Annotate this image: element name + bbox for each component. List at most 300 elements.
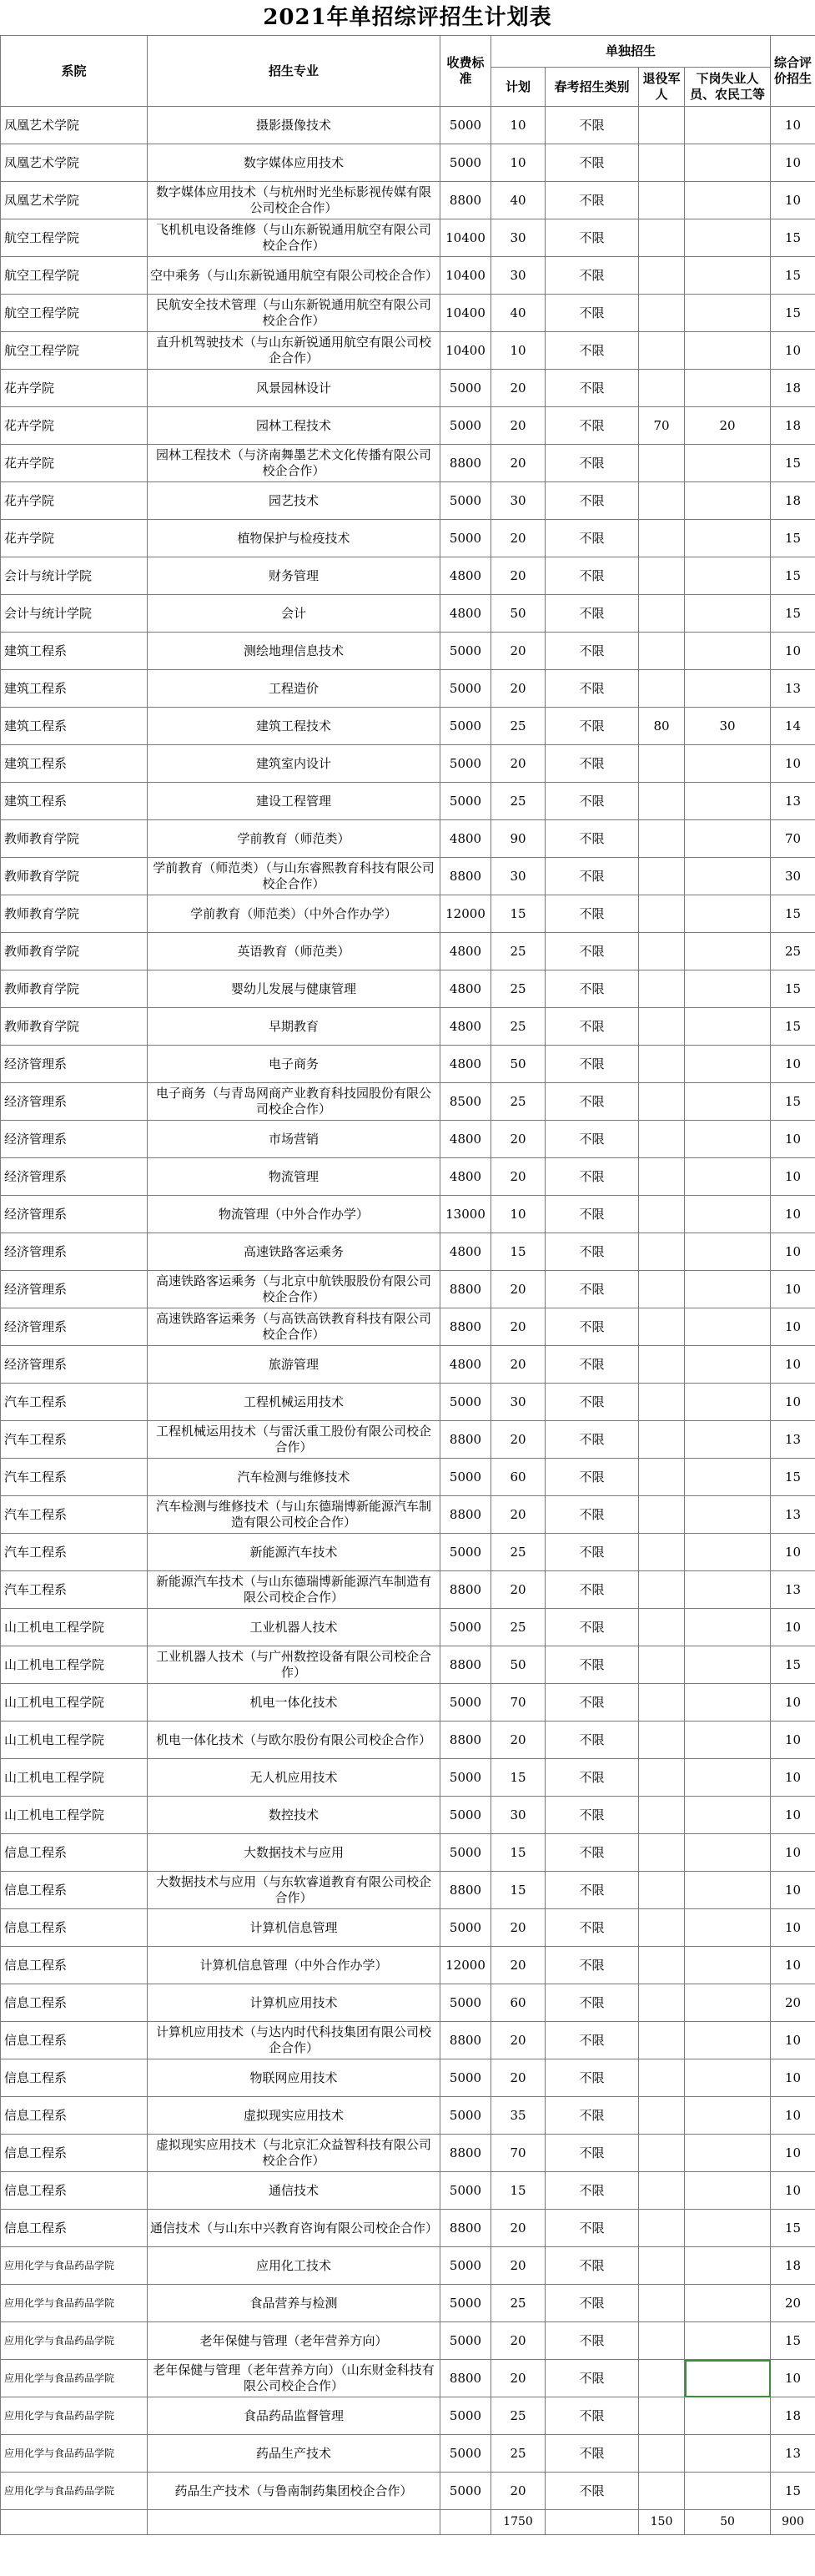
cell-laid-off[interactable] [685, 107, 771, 144]
cell-laid-off[interactable] [685, 370, 771, 407]
cell-veteran[interactable] [639, 257, 685, 295]
cell-spring[interactable]: 不限 [546, 1083, 639, 1121]
cell-fee[interactable]: 8800 [440, 2360, 491, 2397]
cell-comp[interactable]: 10 [771, 2059, 815, 2097]
cell-fee[interactable]: 4800 [440, 1158, 491, 1196]
cell-veteran[interactable] [639, 144, 685, 182]
cell-plan[interactable]: 25 [491, 783, 546, 820]
cell-plan[interactable]: 25 [491, 1008, 546, 1046]
cell-spring[interactable]: 不限 [546, 595, 639, 633]
cell-comp[interactable]: 30 [771, 858, 815, 895]
cell-spring[interactable]: 不限 [546, 107, 639, 144]
cell-dept[interactable]: 凤凰艺术学院 [1, 107, 148, 144]
cell-laid-off[interactable] [685, 1571, 771, 1609]
cell-fee[interactable]: 8800 [440, 1496, 491, 1534]
cell-fee[interactable]: 8800 [440, 2210, 491, 2247]
cell-plan[interactable]: 25 [491, 708, 546, 745]
cell-dept[interactable]: 经济管理系 [1, 1308, 148, 1346]
header-fee[interactable]: 收费标准 [440, 36, 491, 107]
cell-veteran[interactable] [639, 370, 685, 407]
cell-dept[interactable]: 山工机电工程学院 [1, 1646, 148, 1684]
cell-plan[interactable]: 10 [491, 1196, 546, 1233]
cell-spring[interactable]: 不限 [546, 2435, 639, 2473]
cell-veteran[interactable] [639, 2210, 685, 2247]
cell-fee[interactable]: 8800 [440, 2022, 491, 2059]
cell-comp[interactable]: 10 [771, 1046, 815, 1083]
cell-dept[interactable]: 教师教育学院 [1, 970, 148, 1008]
cell-laid-off[interactable] [685, 633, 771, 670]
cell-comp[interactable]: 15 [771, 2322, 815, 2360]
cell-fee[interactable]: 4800 [440, 933, 491, 970]
cell-laid-off[interactable] [685, 144, 771, 182]
cell-comp[interactable]: 10 [771, 182, 815, 219]
cell-major[interactable]: 数字媒体应用技术 [148, 144, 440, 182]
cell-plan[interactable]: 20 [491, 557, 546, 595]
cell-dept[interactable]: 航空工程学院 [1, 332, 148, 370]
cell-veteran[interactable] [639, 633, 685, 670]
cell-spring[interactable]: 不限 [546, 2360, 639, 2397]
cell-plan[interactable]: 20 [491, 1909, 546, 1947]
cell-major[interactable]: 风景园林设计 [148, 370, 440, 407]
cell-laid-off[interactable] [685, 295, 771, 332]
cell-fee[interactable]: 5000 [440, 1384, 491, 1421]
cell-plan[interactable]: 40 [491, 182, 546, 219]
cell-spring[interactable]: 不限 [546, 1121, 639, 1158]
cell-plan[interactable]: 30 [491, 1384, 546, 1421]
cell-laid-off[interactable] [685, 1496, 771, 1534]
cell-major[interactable]: 空中乘务（与山东新锐通用航空有限公司校企合作） [148, 257, 440, 295]
cell-fee[interactable]: 5000 [440, 1534, 491, 1571]
cell-laid-off[interactable] [685, 1834, 771, 1872]
cell-comp[interactable]: 10 [771, 1271, 815, 1308]
cell-veteran[interactable] [639, 1046, 685, 1083]
cell-fee[interactable]: 8800 [440, 1722, 491, 1759]
cell-major[interactable]: 建筑工程技术 [148, 708, 440, 745]
cell-comp[interactable]: 15 [771, 295, 815, 332]
cell-spring[interactable]: 不限 [546, 2473, 639, 2510]
cell-fee[interactable]: 12000 [440, 1947, 491, 1984]
cell-veteran[interactable] [639, 2360, 685, 2397]
cell-laid-off[interactable] [685, 1196, 771, 1233]
cell-veteran[interactable]: 80 [639, 708, 685, 745]
cell-major[interactable]: 英语教育（师范类） [148, 933, 440, 970]
cell-spring[interactable]: 不限 [546, 1609, 639, 1646]
cell-plan[interactable]: 20 [491, 2322, 546, 2360]
cell-spring[interactable]: 不限 [546, 2285, 639, 2322]
cell-fee[interactable]: 8800 [440, 445, 491, 482]
cell-dept[interactable]: 山工机电工程学院 [1, 1722, 148, 1759]
cell-laid-off[interactable] [685, 557, 771, 595]
cell-comp[interactable]: 13 [771, 783, 815, 820]
cell-comp[interactable]: 15 [771, 970, 815, 1008]
cell-spring[interactable]: 不限 [546, 1308, 639, 1346]
header-dept[interactable]: 系院 [1, 36, 148, 107]
cell-comp[interactable]: 10 [771, 1121, 815, 1158]
cell-fee[interactable]: 8800 [440, 1308, 491, 1346]
cell-comp[interactable]: 15 [771, 1083, 815, 1121]
cell-plan[interactable]: 20 [491, 2059, 546, 2097]
cell-spring[interactable]: 不限 [546, 1459, 639, 1496]
cell-laid-off[interactable] [685, 1984, 771, 2022]
cell-spring[interactable]: 不限 [546, 633, 639, 670]
cell-veteran[interactable] [639, 1121, 685, 1158]
cell-fee[interactable]: 8800 [440, 858, 491, 895]
cell-comp[interactable]: 13 [771, 2435, 815, 2473]
cell-fee[interactable]: 5000 [440, 1797, 491, 1834]
cell-comp[interactable]: 10 [771, 1308, 815, 1346]
totals-empty-dept[interactable] [1, 2510, 148, 2535]
cell-fee[interactable]: 5000 [440, 1609, 491, 1646]
cell-plan[interactable]: 20 [491, 2022, 546, 2059]
cell-veteran[interactable] [639, 595, 685, 633]
cell-plan[interactable]: 20 [491, 2247, 546, 2285]
cell-comp[interactable]: 10 [771, 1947, 815, 1984]
cell-dept[interactable]: 航空工程学院 [1, 219, 148, 257]
cell-dept[interactable]: 经济管理系 [1, 1083, 148, 1121]
cell-plan[interactable]: 20 [491, 1947, 546, 1984]
cell-plan[interactable]: 20 [491, 2360, 546, 2397]
cell-fee[interactable]: 8800 [440, 1421, 491, 1459]
cell-major[interactable]: 物联网应用技术 [148, 2059, 440, 2097]
cell-comp[interactable]: 20 [771, 1984, 815, 2022]
cell-major[interactable]: 高速铁路客运乘务（与北京中航铁服股份有限公司校企合作） [148, 1271, 440, 1308]
cell-major[interactable]: 食品药品监督管理 [148, 2397, 440, 2435]
cell-spring[interactable]: 不限 [546, 182, 639, 219]
cell-plan[interactable]: 20 [491, 1158, 546, 1196]
cell-fee[interactable]: 8800 [440, 2135, 491, 2172]
cell-dept[interactable]: 应用化学与食品药品学院 [1, 2247, 148, 2285]
cell-fee[interactable]: 4800 [440, 1233, 491, 1271]
cell-comp[interactable]: 10 [771, 1797, 815, 1834]
cell-veteran[interactable] [639, 1984, 685, 2022]
cell-comp[interactable]: 15 [771, 257, 815, 295]
cell-major[interactable]: 园林工程技术 [148, 407, 440, 445]
cell-plan[interactable]: 20 [491, 1496, 546, 1534]
cell-dept[interactable]: 应用化学与食品药品学院 [1, 2322, 148, 2360]
cell-major[interactable]: 物流管理（中外合作办学） [148, 1196, 440, 1233]
cell-laid-off[interactable] [685, 1008, 771, 1046]
cell-dept[interactable]: 会计与统计学院 [1, 595, 148, 633]
cell-comp[interactable]: 10 [771, 144, 815, 182]
cell-plan[interactable]: 20 [491, 670, 546, 708]
cell-fee[interactable]: 5000 [440, 745, 491, 783]
cell-comp[interactable]: 18 [771, 2247, 815, 2285]
cell-dept[interactable]: 会计与统计学院 [1, 557, 148, 595]
cell-veteran[interactable] [639, 895, 685, 933]
cell-major[interactable]: 数控技术 [148, 1797, 440, 1834]
cell-dept[interactable]: 经济管理系 [1, 1271, 148, 1308]
cell-spring[interactable]: 不限 [546, 1233, 639, 1271]
cell-fee[interactable]: 8500 [440, 1083, 491, 1121]
cell-laid-off[interactable] [685, 1421, 771, 1459]
cell-laid-off[interactable] [685, 332, 771, 370]
cell-major[interactable]: 药品生产技术 [148, 2435, 440, 2473]
cell-comp[interactable]: 10 [771, 1759, 815, 1797]
cell-comp[interactable]: 18 [771, 2397, 815, 2435]
cell-spring[interactable]: 不限 [546, 858, 639, 895]
cell-comp[interactable]: 15 [771, 2210, 815, 2247]
cell-major[interactable]: 测绘地理信息技术 [148, 633, 440, 670]
cell-laid-off[interactable] [685, 445, 771, 482]
cell-comp[interactable]: 10 [771, 1684, 815, 1722]
cell-spring[interactable]: 不限 [546, 2097, 639, 2135]
cell-plan[interactable]: 10 [491, 107, 546, 144]
cell-dept[interactable]: 教师教育学院 [1, 820, 148, 858]
cell-plan[interactable]: 70 [491, 1684, 546, 1722]
cell-spring[interactable]: 不限 [546, 1759, 639, 1797]
cell-dept[interactable]: 汽车工程系 [1, 1459, 148, 1496]
cell-major[interactable]: 早期教育 [148, 1008, 440, 1046]
cell-plan[interactable]: 25 [491, 2285, 546, 2322]
cell-comp[interactable]: 10 [771, 1609, 815, 1646]
cell-veteran[interactable] [639, 933, 685, 970]
cell-laid-off[interactable] [685, 670, 771, 708]
cell-plan[interactable]: 50 [491, 595, 546, 633]
cell-major[interactable]: 数字媒体应用技术（与杭州时光坐标影视传媒有限公司校企合作） [148, 182, 440, 219]
cell-veteran[interactable] [639, 182, 685, 219]
totals-empty-fee[interactable] [440, 2510, 491, 2535]
cell-dept[interactable]: 经济管理系 [1, 1121, 148, 1158]
cell-comp[interactable]: 10 [771, 1534, 815, 1571]
cell-veteran[interactable] [639, 2285, 685, 2322]
cell-comp[interactable]: 10 [771, 1909, 815, 1947]
cell-laid-off[interactable] [685, 1121, 771, 1158]
cell-veteran[interactable] [639, 1722, 685, 1759]
cell-major[interactable]: 财务管理 [148, 557, 440, 595]
cell-fee[interactable]: 5000 [440, 2322, 491, 2360]
cell-plan[interactable]: 60 [491, 1459, 546, 1496]
cell-veteran[interactable] [639, 1384, 685, 1421]
cell-plan[interactable]: 15 [491, 1834, 546, 1872]
cell-dept[interactable]: 山工机电工程学院 [1, 1797, 148, 1834]
cell-spring[interactable]: 不限 [546, 1496, 639, 1534]
cell-major[interactable]: 计算机信息管理（中外合作办学） [148, 1947, 440, 1984]
cell-major[interactable]: 通信技术（与山东中兴教育咨询有限公司校企合作） [148, 2210, 440, 2247]
cell-laid-off[interactable] [685, 482, 771, 520]
cell-dept[interactable]: 信息工程系 [1, 1834, 148, 1872]
cell-fee[interactable]: 5000 [440, 2172, 491, 2210]
cell-dept[interactable]: 花卉学院 [1, 370, 148, 407]
cell-laid-off[interactable] [685, 895, 771, 933]
cell-fee[interactable]: 5000 [440, 633, 491, 670]
cell-comp[interactable]: 10 [771, 2360, 815, 2397]
cell-veteran[interactable] [639, 1271, 685, 1308]
cell-comp[interactable]: 15 [771, 445, 815, 482]
cell-laid-off[interactable] [685, 2435, 771, 2473]
cell-dept[interactable]: 应用化学与食品药品学院 [1, 2435, 148, 2473]
cell-spring[interactable]: 不限 [546, 1421, 639, 1459]
cell-spring[interactable]: 不限 [546, 1646, 639, 1684]
cell-laid-off[interactable] [685, 1534, 771, 1571]
cell-comp[interactable]: 15 [771, 2473, 815, 2510]
cell-comp[interactable]: 10 [771, 2135, 815, 2172]
cell-plan[interactable]: 25 [491, 970, 546, 1008]
cell-major[interactable]: 工程造价 [148, 670, 440, 708]
cell-dept[interactable]: 山工机电工程学院 [1, 1684, 148, 1722]
cell-fee[interactable]: 8800 [440, 1571, 491, 1609]
cell-fee[interactable]: 5000 [440, 1834, 491, 1872]
cell-major[interactable]: 工业机器人技术（与广州数控设备有限公司校企合作） [148, 1646, 440, 1684]
cell-fee[interactable]: 4800 [440, 1046, 491, 1083]
cell-dept[interactable]: 信息工程系 [1, 1947, 148, 1984]
cell-plan[interactable]: 20 [491, 1722, 546, 1759]
cell-laid-off[interactable] [685, 182, 771, 219]
cell-comp[interactable]: 18 [771, 482, 815, 520]
cell-plan[interactable]: 30 [491, 257, 546, 295]
cell-comp[interactable]: 15 [771, 1008, 815, 1046]
cell-comp[interactable]: 10 [771, 1872, 815, 1909]
cell-comp[interactable]: 10 [771, 1346, 815, 1384]
cell-laid-off[interactable]: 20 [685, 407, 771, 445]
cell-fee[interactable]: 5000 [440, 2059, 491, 2097]
totals-plan[interactable]: 1750 [491, 2510, 546, 2535]
cell-comp[interactable]: 10 [771, 1233, 815, 1271]
cell-major[interactable]: 汽车检测与维修技术 [148, 1459, 440, 1496]
cell-comp[interactable]: 15 [771, 219, 815, 257]
cell-dept[interactable]: 信息工程系 [1, 2059, 148, 2097]
cell-major[interactable]: 机电一体化技术（与欧尔股份有限公司校企合作） [148, 1722, 440, 1759]
cell-dept[interactable]: 信息工程系 [1, 2210, 148, 2247]
cell-laid-off[interactable] [685, 820, 771, 858]
cell-major[interactable]: 工程机械运用技术 [148, 1384, 440, 1421]
cell-dept[interactable]: 经济管理系 [1, 1233, 148, 1271]
totals-comp[interactable]: 900 [771, 2510, 815, 2535]
cell-comp[interactable]: 10 [771, 2172, 815, 2210]
cell-laid-off[interactable] [685, 1384, 771, 1421]
cell-fee[interactable]: 5000 [440, 520, 491, 557]
cell-major[interactable]: 园林工程技术（与济南舞墨艺术文化传播有限公司校企合作） [148, 445, 440, 482]
cell-laid-off[interactable] [685, 933, 771, 970]
cell-spring[interactable]: 不限 [546, 895, 639, 933]
cell-veteran[interactable] [639, 1158, 685, 1196]
cell-comp[interactable]: 15 [771, 1459, 815, 1496]
cell-spring[interactable]: 不限 [546, 1158, 639, 1196]
cell-fee[interactable]: 5000 [440, 2247, 491, 2285]
cell-laid-off[interactable] [685, 595, 771, 633]
cell-major[interactable]: 市场营销 [148, 1121, 440, 1158]
cell-veteran[interactable] [639, 332, 685, 370]
cell-laid-off[interactable] [685, 1797, 771, 1834]
cell-veteran[interactable] [639, 783, 685, 820]
totals-empty-spring[interactable] [546, 2510, 639, 2535]
cell-dept[interactable]: 信息工程系 [1, 2135, 148, 2172]
cell-major[interactable]: 摄影摄像技术 [148, 107, 440, 144]
cell-comp[interactable]: 13 [771, 1421, 815, 1459]
cell-comp[interactable]: 10 [771, 745, 815, 783]
cell-dept[interactable]: 山工机电工程学院 [1, 1759, 148, 1797]
cell-major[interactable]: 学前教育（师范类）（中外合作办学） [148, 895, 440, 933]
cell-veteran[interactable] [639, 445, 685, 482]
cell-plan[interactable]: 25 [491, 2435, 546, 2473]
cell-fee[interactable]: 4800 [440, 595, 491, 633]
cell-veteran[interactable] [639, 1947, 685, 1984]
cell-comp[interactable]: 15 [771, 1646, 815, 1684]
cell-comp[interactable]: 10 [771, 1196, 815, 1233]
cell-plan[interactable]: 20 [491, 407, 546, 445]
cell-veteran[interactable] [639, 2097, 685, 2135]
cell-veteran[interactable] [639, 1083, 685, 1121]
cell-plan[interactable]: 20 [491, 2210, 546, 2247]
cell-veteran[interactable] [639, 1834, 685, 1872]
cell-fee[interactable]: 5000 [440, 1459, 491, 1496]
cell-dept[interactable]: 经济管理系 [1, 1196, 148, 1233]
cell-fee[interactable]: 4800 [440, 1008, 491, 1046]
cell-fee[interactable]: 5000 [440, 407, 491, 445]
cell-laid-off[interactable] [685, 1459, 771, 1496]
cell-veteran[interactable] [639, 1346, 685, 1384]
cell-dept[interactable]: 信息工程系 [1, 1984, 148, 2022]
cell-major[interactable]: 食品营养与检测 [148, 2285, 440, 2322]
cell-spring[interactable]: 不限 [546, 2322, 639, 2360]
cell-plan[interactable]: 25 [491, 1083, 546, 1121]
header-spring[interactable]: 春考招生类别 [546, 68, 639, 107]
cell-spring[interactable]: 不限 [546, 445, 639, 482]
cell-dept[interactable]: 经济管理系 [1, 1158, 148, 1196]
cell-fee[interactable]: 13000 [440, 1196, 491, 1233]
cell-laid-off[interactable] [685, 858, 771, 895]
cell-fee[interactable]: 8800 [440, 182, 491, 219]
cell-plan[interactable]: 20 [491, 445, 546, 482]
cell-major[interactable]: 应用化工技术 [148, 2247, 440, 2285]
cell-fee[interactable]: 5000 [440, 107, 491, 144]
cell-laid-off[interactable] [685, 1046, 771, 1083]
cell-major[interactable]: 园艺技术 [148, 482, 440, 520]
cell-spring[interactable]: 不限 [546, 783, 639, 820]
cell-major[interactable]: 会计 [148, 595, 440, 633]
cell-plan[interactable]: 20 [491, 1308, 546, 1346]
cell-laid-off[interactable] [685, 1684, 771, 1722]
cell-laid-off[interactable] [685, 1947, 771, 1984]
cell-major[interactable]: 建筑室内设计 [148, 745, 440, 783]
cell-veteran[interactable] [639, 1646, 685, 1684]
cell-major[interactable]: 高速铁路客运乘务（与高铁高铁教育科技有限公司校企合作） [148, 1308, 440, 1346]
cell-laid-off[interactable] [685, 1609, 771, 1646]
totals-empty-major[interactable] [148, 2510, 440, 2535]
cell-comp[interactable]: 10 [771, 1158, 815, 1196]
cell-veteran[interactable] [639, 295, 685, 332]
cell-veteran[interactable] [639, 1759, 685, 1797]
cell-fee[interactable]: 5000 [440, 482, 491, 520]
cell-veteran[interactable] [639, 1196, 685, 1233]
cell-plan[interactable]: 10 [491, 144, 546, 182]
cell-veteran[interactable] [639, 482, 685, 520]
cell-plan[interactable]: 15 [491, 1233, 546, 1271]
cell-comp[interactable]: 13 [771, 1496, 815, 1534]
header-comprehensive[interactable]: 综合评价招生 [771, 36, 815, 107]
cell-fee[interactable]: 4800 [440, 1346, 491, 1384]
cell-veteran[interactable] [639, 2135, 685, 2172]
cell-spring[interactable]: 不限 [546, 1346, 639, 1384]
cell-laid-off[interactable]: 30 [685, 708, 771, 745]
cell-major[interactable]: 植物保护与检疫技术 [148, 520, 440, 557]
cell-plan[interactable]: 40 [491, 295, 546, 332]
cell-spring[interactable]: 不限 [546, 332, 639, 370]
cell-veteran[interactable] [639, 820, 685, 858]
cell-dept[interactable]: 汽车工程系 [1, 1384, 148, 1421]
cell-comp[interactable]: 15 [771, 895, 815, 933]
cell-major[interactable]: 飞机机电设备维修（与山东新锐通用航空有限公司校企合作） [148, 219, 440, 257]
cell-spring[interactable]: 不限 [546, 820, 639, 858]
cell-dept[interactable]: 经济管理系 [1, 1046, 148, 1083]
cell-veteran[interactable] [639, 1797, 685, 1834]
cell-fee[interactable]: 4800 [440, 1121, 491, 1158]
cell-plan[interactable]: 20 [491, 1346, 546, 1384]
cell-laid-off[interactable] [685, 2172, 771, 2210]
cell-spring[interactable]: 不限 [546, 370, 639, 407]
cell-laid-off[interactable] [685, 2247, 771, 2285]
cell-plan[interactable]: 10 [491, 332, 546, 370]
cell-plan[interactable]: 90 [491, 820, 546, 858]
